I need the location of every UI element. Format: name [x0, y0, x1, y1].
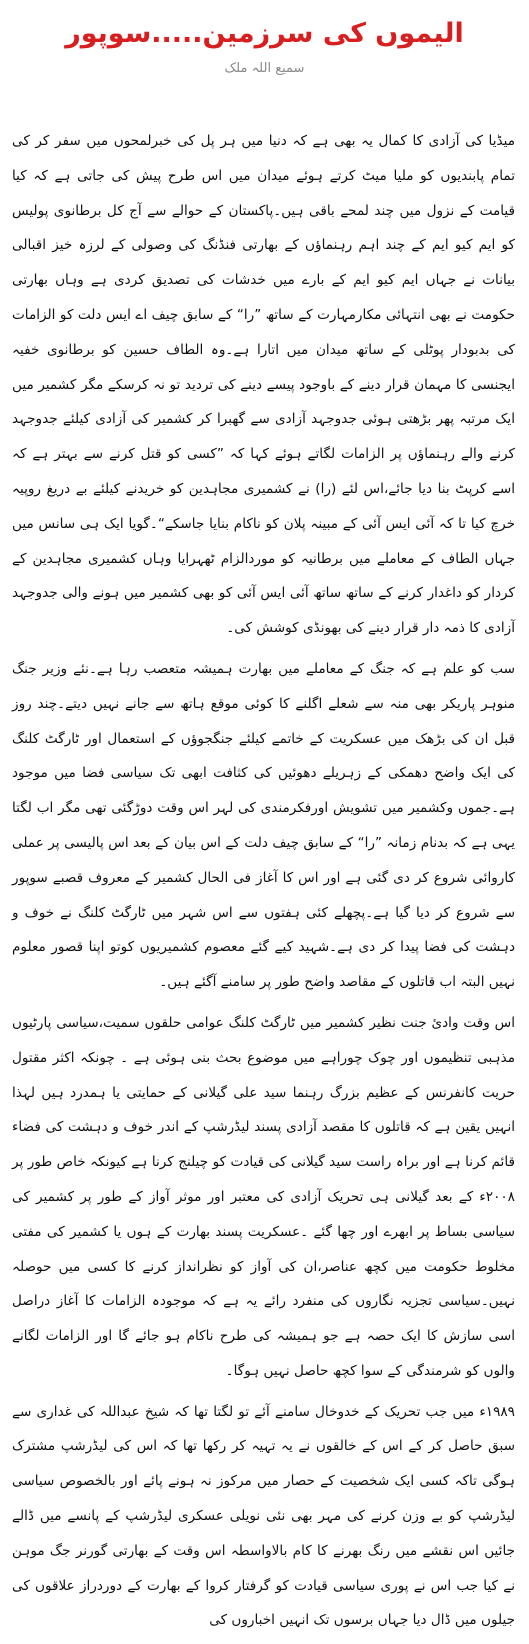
article-paragraph: سب کو علم ہے کہ جنگ کے معاملے میں بھارت ہمیشہ متعصب رہا ہے۔نئے وزیر جنگ منوہر پاریکر بھی منہ سے شعلے اگلنے کا کوئی موقع ہاتھ سے جانے نہیں دیتے۔چند روز قبل ان کی بڑھک میں عسکریت کے خاتمے کیلئے جنگجوؤں کے استعمال اور ٹارگٹ کلنگ کی ایک واضح دھمکی کے زہریلے دھوئیں کی کثافت ابھی تک سیاسی فضا میں موجود ہے۔جموں وکشمیر میں تشویش اورفکرمندی کی لہر اس وقت دوڑگئی تھی مگر اب لگتا یہی ہے کہ بدنام زمانہ ”را“ کے سابق چیف دلت کے اس بیان کے بعد اس پالیسی پر عملی کاروائی شروع کر دی گئی ہے اور اس کا آغاز فی الحال کشمیر کے معروف قصبے سوپور سے شروع کر دیا گیا ہے۔پچھلے کئی ہفتوں سے اس شہر میں ٹارگٹ کلنگ نے خوف و دہشت کی فضا پیدا کر دی ہے۔شہید کیے گئے معصوم کشمیریوں کوتو اپنا قصور معلوم نہیں البتہ اب قاتلوں کے مقاصد واضح طور پر سامنے آگئے ہیں۔ — [12, 660, 515, 991]
article-paragraph: ۱۹۸۹ء میں جب تحریک کے خدوخال سامنے آئے تو لگتا تھا کہ شیخ عبداللہ کی غداری سے سبق حاصل کر کے اس کے خالقوں نے یہ تہیہ کر رکھا تھا کہ اس کی لیڈرشپ مشترک ہوگی تاکہ کسی ایک شخصیت کے حصار میں مرکوز نہ ہونے پائے اور بالخصوص سیاسی لیڈرشپ کو بے وزن کرنے کی مہر بھی نئی نویلی عسکری لیڈرشپ کے پانسے میں ڈالے جائیں اس نقشے میں رنگ بھرنے کا کام بالاواسطہ اس وقت کے بھارتی گورنر جگ موہن نے کیا جب اس نے پوری سیاسی قیادت کو گرفتار کروا کے بھارت کے دوردراز علاقوں کی جیلوں میں ڈال دیا جہاں برسوں تک انہیں اخباروں کی — [12, 1403, 515, 1629]
article-title: الیموں کی سرزمین.....سوپور — [65, 18, 464, 49]
article-paragraph: اس وقت وادیٔ جنت نظیر کشمیر میں ٹارگٹ کلنگ عوامی حلقوں سمیت،سیاسی پارٹیوں مذہبی تنظیموں اور چوک چوراہے میں موضوع بحث بنی ہوئی ہے ۔ چونکہ اکثر مقتول حریت کانفرنس کے عظیم بزرگ رہنما سید علی گیلانی کے حمایتی یا ہمدرد ہیں لہذا انہیں یقین ہے کہ قاتلوں کا مقصد آزادی پسند لیڈرشپ کے اندر خوف و دہشت کی فضاء قائم کرنا ہے اور براہ راست سید گیلانی کی قیادت کو چیلنج کرنا ہے کیونکہ خاص طور پر ۲۰۰۸ء کے بعد گیلانی ہی تحریک آزادی کی معتبر اور موثر آواز کے طور پر کشمیر کی سیاسی بساط پر ابھرے اور چھا گئے ۔عسکریت پسند بھارت کے ہوں یا کشمیر کی مفتی مخلوط حکومت میں کچھ عناصر،ان کی آواز کو نظرانداز کرنے کا کسی میں حوصلہ نہیں۔سیاسی تجزیہ نگاروں کی منفرد رائے یہ ہے کہ موجودہ الزامات کا آغاز دراصل اسی سازش کا ایک حصہ ہے جو ہمیشہ کی طرح ناکام ہو جائے گا اور الزامات لگانے والوں کو شرمندگی کے سوا کچھ حاصل نہیں ہوگا۔ — [12, 1014, 515, 1379]
author-byline: سمیع اللہ ملک — [224, 61, 305, 76]
article-body — [12, 124, 515, 1644]
article-paragraph: میڈیا کی آزادی کا کمال یہ بھی ہے کہ دنیا میں ہر پل کی خبرلمحوں میں سفر کر کی تمام پابندیوں کو ملیا میٹ کرتے ہوئے میدان میں اس طرح پیش کی جاتی ہے کہ کیا قیامت کے نزول میں چند لمحے باقی ہیں۔پاکستان کے حوالے سے آج کل برطانوی پولیس کو ایم کیو ایم کے چند اہم رہنماؤں کے بھارتی فنڈنگ کی وصولی کے لرزہ خیز اقبالی بیانات نے جہاں ایم کیو ایم کے بارے میں خدشات کی تصدیق کردی ہے وہاں بھارتی حکومت نے بھی انتہائی مکارمہارت کے ساتھ ”را“ کے سابق چیف اے ایس دلت کو الزامات کی بدبودار پوٹلی کے ساتھ میدان میں اتارا ہے۔وہ الطاف حسین کو برطانوی خفیہ ایجنسی کا مہمان قرار دینے کے باوجود پیسے دینے کی تردید تو نہ کرسکے مگر کشمیر میں ایک مرتبہ پھر بڑھتی ہوئی جدوجہد آزادی سے گھبرا کر کشمیر کی آزادی کیلئے جدوجہد کرنے والے رہنماؤں پر الزامات لگاتے ہوئے کہا کہ ”کسی کو قتل کرنے سے بہتر ہے کہ اسے کرپٹ بنا دیا جائے،اس لئے (را) نے کشمیری مجاہدین کو خریدنے کیلئے بے دریغ روپیہ خرچ کیا تا کہ آئی ایس آئی کے مبینہ پلان کو ناکام بنایا جاسکے“۔گویا ایک ہی سانس میں جہاں الطاف کے معاملے میں برطانیہ کو موردالزام ٹھہرایا وہاں کشمیری مجاہدین کے کردار کو داغدار کرنے کے ساتھ ساتھ آئی ایس آئی کو بھی کشمیر میں ہونے والی جدوجہد آزادی کا ذمہ دار قرار دینے کی بھونڈی کوشش کی۔ — [12, 133, 515, 637]
